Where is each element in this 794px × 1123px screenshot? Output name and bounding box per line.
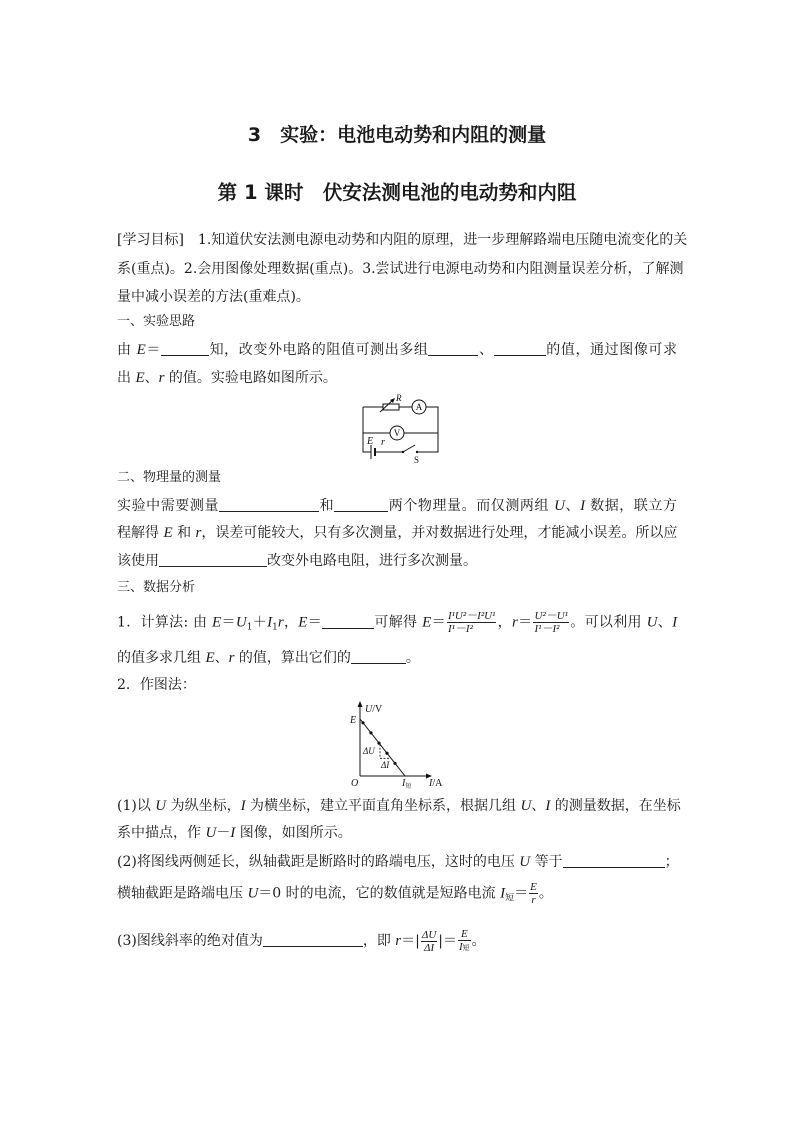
variable: r — [195, 525, 202, 541]
text: 。 — [471, 933, 486, 949]
variable: E — [212, 614, 222, 631]
fraction-denominator: I¹－I² — [447, 623, 473, 635]
emf-fraction — [447, 610, 496, 635]
text: (2)将图线两侧延长，纵轴截距是断路时的路端电压，这时的电压 — [117, 854, 520, 870]
variable: r — [158, 370, 165, 386]
data-point — [385, 752, 388, 755]
text: 的测量数据，在坐标 — [550, 798, 681, 814]
u-i-graph — [340, 698, 452, 793]
emf-over-short-current-fraction — [458, 928, 471, 954]
variable: I — [580, 498, 586, 514]
paragraph-line — [117, 496, 677, 516]
text: ＋ — [252, 614, 268, 631]
variable: U — [205, 825, 217, 841]
text: ＝ — [307, 614, 323, 631]
answer-blank — [351, 652, 406, 664]
switch-blade — [403, 445, 415, 452]
switch-label: S — [414, 455, 420, 465]
variable: E — [135, 370, 145, 386]
fraction-denominator: r — [531, 894, 536, 906]
circuit-diagram — [355, 393, 450, 465]
subscript: 短 — [505, 893, 515, 904]
text: 。 — [405, 650, 420, 666]
variable: I — [500, 885, 506, 902]
short-circuit-current-label: $I_短$ — [402, 778, 412, 790]
text: 图像，如图所示。 — [235, 825, 352, 841]
text: 、 — [144, 370, 159, 386]
variable: I — [545, 798, 551, 814]
variable: I — [230, 825, 236, 841]
text: 。可以利用 — [569, 614, 647, 631]
answer-blank — [563, 856, 665, 868]
text: 为横坐标，建立平面直角坐标系，根据几组 — [245, 798, 521, 814]
text: ＝ — [221, 614, 236, 631]
text: (1)以 — [117, 798, 156, 814]
text: 的值。实验电路如图所示。 — [164, 370, 337, 386]
text: ， — [497, 614, 512, 631]
variable: I — [240, 798, 246, 814]
text: 系中描点，作 — [117, 825, 206, 841]
variable: U — [235, 614, 247, 631]
fraction-denominator: ΔI — [424, 941, 435, 954]
paragraph-line — [117, 823, 677, 843]
fraction-numerator: E — [530, 881, 537, 893]
switch-contact — [416, 451, 418, 453]
objectives-line: [学习目标] 1.知道伏安法测电源电动势和内阻的原理，进一步理解路端电压随电流变化的关 — [117, 232, 688, 248]
data-point — [361, 721, 364, 724]
text: 程解得 — [117, 525, 164, 541]
fraction-numerator: I¹U²－I²U¹ — [447, 610, 496, 622]
y-axis-label: U/V — [365, 704, 383, 715]
text: 的值多求几组 — [117, 650, 206, 666]
paragraph-line — [117, 648, 677, 668]
objectives-line: 系(重点)。2.会用图像处理数据(重点)。3.尝试进行电源电动势和内阻测量误差分析，了解测 — [117, 261, 684, 277]
text: － — [216, 825, 231, 841]
text: 两个物理量。而仅测两组 — [388, 498, 555, 514]
section-heading: 三、数据分析 — [117, 580, 196, 595]
text: 、 — [564, 498, 581, 514]
variable: r — [228, 650, 235, 666]
answer-blank — [161, 344, 209, 356]
text: 知，改变外电路的阻值可测出多组 — [209, 342, 429, 358]
answer-blank — [159, 555, 267, 567]
text: 等于 — [530, 854, 563, 870]
delta-u-label: ΔU — [363, 746, 375, 756]
delta-i-label: ΔI — [381, 760, 390, 770]
variable: U — [554, 498, 565, 514]
text: 由 — [117, 342, 137, 358]
y-axis-arrow-icon — [358, 701, 363, 707]
variable: r — [277, 614, 284, 631]
variable: E — [422, 614, 432, 631]
lesson-subtitle: 第 1 课时 伏安法测电池的电动势和内阻 — [217, 181, 577, 204]
text: ＝ — [145, 342, 161, 358]
text: |＝ — [438, 933, 457, 949]
subscript: 1 — [246, 622, 253, 633]
switch-pivot — [402, 451, 404, 453]
text: 实验中需要测量 — [117, 498, 220, 514]
data-point — [377, 742, 380, 745]
denominator-subscript: 短 — [462, 944, 470, 952]
text: 可解得 — [374, 614, 423, 631]
text: ＝ — [517, 614, 533, 631]
text: 该使用 — [117, 553, 159, 569]
short-current-fraction — [529, 881, 538, 906]
text: 、 — [531, 798, 546, 814]
answer-blank — [428, 344, 478, 356]
fraction-denominator — [458, 941, 471, 954]
data-point — [393, 762, 396, 765]
text: 的值，通过图像可求 — [545, 342, 678, 358]
rheostat-label: R — [396, 393, 402, 403]
section-heading: 一、实验思路 — [117, 314, 196, 329]
variable: U — [519, 854, 531, 870]
data-point — [369, 731, 372, 734]
ammeter-label: A — [415, 402, 423, 412]
text: ＝ — [514, 885, 529, 902]
variable: E — [163, 525, 173, 541]
answer-blank — [322, 617, 374, 629]
text: 为纵坐标， — [166, 798, 241, 814]
denominator-variable: I — [458, 941, 463, 953]
paragraph-line — [117, 796, 681, 816]
variable: U — [247, 885, 259, 902]
paragraph-line — [117, 928, 677, 954]
text: 和 — [319, 498, 335, 514]
internal-resistance-label: r — [381, 437, 385, 448]
variable: I — [267, 614, 273, 631]
text: 的值，算出它们的 — [234, 650, 351, 666]
section-heading: 二、物理量的测量 — [117, 470, 222, 485]
text: 1．计算法: 由 — [117, 614, 213, 631]
fraction-denominator: I¹－I² — [534, 623, 560, 635]
fraction-numerator: ΔU — [421, 928, 437, 941]
variable: U — [155, 798, 167, 814]
paragraph-line — [117, 881, 677, 909]
paragraph-line — [117, 368, 677, 388]
graph-method-heading: 2．作图法： — [117, 677, 196, 693]
variable: r — [395, 933, 402, 949]
answer-blank — [494, 344, 546, 356]
answer-blank — [334, 500, 388, 512]
text: 数据，联立方 — [585, 498, 678, 514]
variable: U — [646, 614, 658, 631]
answer-blank — [263, 935, 363, 947]
answer-blank — [219, 500, 319, 512]
text: ， — [283, 614, 299, 631]
text: 和 — [172, 525, 196, 541]
text: ＝ — [431, 614, 446, 631]
text: 出 — [117, 370, 136, 386]
page-title: 3 实验：电池电动势和内阻的测量 — [247, 124, 547, 146]
text: 、 — [657, 614, 673, 631]
fraction-numerator: U²－U¹ — [534, 610, 568, 622]
variable: r — [512, 614, 518, 631]
text: 横轴截距是路端电压 — [117, 885, 248, 902]
text: 、 — [478, 342, 494, 358]
paragraph-line — [117, 523, 677, 543]
text: ； — [664, 854, 679, 870]
variable: E — [205, 650, 215, 666]
paragraph-line — [117, 852, 677, 872]
objectives-line: 量中减小误差的方法(重难点)。 — [117, 289, 310, 305]
text: 、 — [214, 650, 229, 666]
origin-label: O — [351, 778, 359, 789]
text: ＝0 时的电流，它的数值就是短路电流 — [258, 885, 501, 902]
variable: I — [672, 614, 678, 631]
subscript: 1 — [272, 622, 278, 633]
text: ＝| — [401, 933, 420, 949]
paragraph-line — [117, 340, 677, 360]
variable: U — [520, 798, 532, 814]
text: 。 — [538, 885, 553, 902]
circuit-wire — [363, 407, 438, 452]
fraction-numerator: E — [458, 928, 471, 941]
calculation-line — [117, 610, 677, 638]
intercept-label: E — [350, 715, 357, 726]
emf-label: E — [367, 436, 374, 447]
variable: E — [136, 342, 146, 358]
slope-fraction — [421, 929, 437, 954]
voltmeter-label: V — [393, 428, 401, 438]
variable: E — [298, 614, 308, 631]
text: (3)图线斜率的绝对值为 — [117, 933, 263, 949]
text: ，误差可能较大，只有多次测量，并对数据进行处理，才能减小误差。所以应 — [201, 525, 678, 541]
text: ，即 — [362, 933, 396, 949]
x-axis-label: I/A — [429, 778, 443, 789]
resistance-fraction — [533, 610, 568, 635]
text: 改变外电路电阻，进行多次测量。 — [267, 553, 477, 569]
paragraph-line — [117, 551, 677, 571]
